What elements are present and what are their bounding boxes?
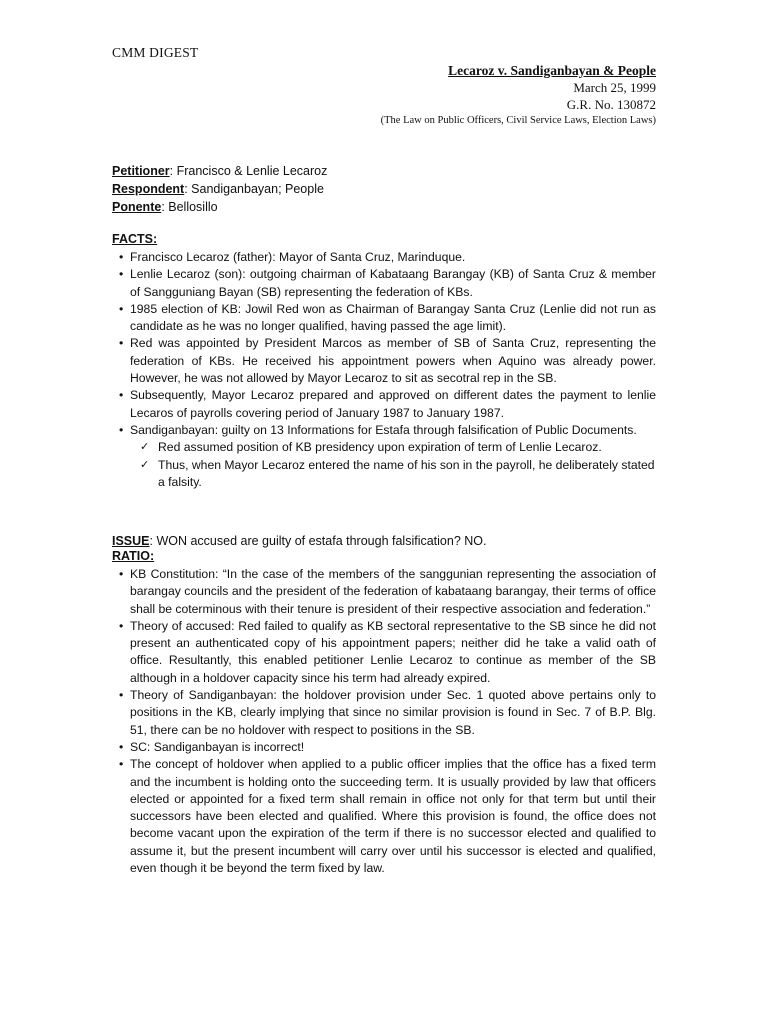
petitioner-label: Petitioner [112,164,170,178]
facts-heading: FACTS: [112,232,158,246]
respondent-label: Respondent [112,182,185,196]
ponente-line [112,198,327,216]
ratio-item-3: • Theory of Sandiganbayan: the holdover provision under Sec. 1 quoted above pertains only to positions in the KB, clearly implying that since no similar provision is found in Sec. 7 of B.P. Blg. 51, there can be no holdover with respect to positions in the SB. [112,687,656,739]
fact-item-1: • Francisco Lecaroz (father): Mayor of Santa Cruz, Marinduque. [112,249,656,266]
ratio-heading: RATIO: [112,549,155,563]
fact-sub-item-1: ✓ Red assumed position of KB presidency upon expiration of term of Lenlie Lecaroz. [138,439,656,456]
issue-line [112,532,486,550]
ratio-body [112,566,656,877]
ponente-label: Ponente [112,200,162,214]
fact-item-2: • Lenlie Lecaroz (son): outgoing chairman of Kabataang Barangay (KB) of Santa Cruz & member of Sangguniang Bayan (SB) representing the federation of KBs. [112,266,656,301]
ratio-list [112,566,656,877]
fact-sub-item-2: ✓ Thus, when Mayor Lecaroz entered the name of his son in the payroll, he deliberately stated a falsity. [138,457,656,492]
issue-text: : WON accused are guilty of estafa through falsification? NO. [149,534,487,548]
ratio-item-2: • Theory of accused: Red failed to qualify as KB sectoral representative to the SB since he did not present an authenticated copy of his appointment papers; neither did he take a valid oath of office. Resultantly, this enabled petitioner Lenlie Lecaroz to continue as member of the SB although in a holdover capacity since his term had already expired. [112,618,656,687]
digest-label: CMM DIGEST [112,45,199,60]
gr-number: G.R. No. 130872 [566,97,656,112]
fact-item-5: • Subsequently, Mayor Lecaroz prepared and approved on different dates the payment to lenlie Lecaros of payrolls covering period of January 1987 to January 1987. [112,387,656,422]
respondent-value: : Sandiganbayan; People [184,182,324,196]
fact-item-3: • 1985 election of KB: Jowil Red won as Chairman of Barangay Santa Cruz (Lenlie did not run as candidate as he was no longer qualified, having passed the age limit). [112,301,656,336]
case-date: March 25, 1999 [573,80,656,95]
ratio-item-5: • The concept of holdover when applied to a public officer implies that the office has a fixed term and the incumbent is holding onto the succeeding term. It is usually provided by law that officers elected or appointed for a fixed term shall remain in office not only for that term but until their successors have been elected and qualified. Where this provision is found, the office does not become vacant upon the expiration of the term if there is no successor elected and qualified to assume it, but the present incumbent will carry over until his successor is elected and qualified, even though it be beyond the term fixed by law. [112,756,656,877]
facts-body [112,249,656,491]
respondent-line [112,180,327,198]
ponente-value: : Bellosillo [161,200,218,214]
facts-sub-list [112,439,656,491]
case-title: Lecaroz v. Sandiganbayan & People [448,63,656,78]
fact-item-6: • Sandiganbayan: guilty on 13 Informations for Estafa through falsification of Public Documents. [112,422,656,439]
petitioner-value: : Francisco & Lenlie Lecaroz [169,164,328,178]
parties-block [112,162,327,216]
fact-item-4: • Red was appointed by President Marcos as member of SB of Santa Cruz, representing the federation of KBs. He received his appointment powers when Aquino was already power. However, he was not allowed by Mayor Lecaroz to sit as secotral rep in the SB. [112,335,656,387]
ratio-item-1: • KB Constitution: “In the case of the members of the sanggunian representing the association of barangay councils and the president of the federation of kabataang barangay, their terms of office shall be coterminous with their tenure is president of their respective association and federation.” [112,566,656,618]
facts-list [112,249,656,439]
case-header [381,62,656,128]
ratio-item-4: • SC: Sandiganbayan is incorrect! [112,739,656,756]
issue-label: ISSUE [112,534,150,548]
law-note: (The Law on Public Officers, Civil Service Laws, Election Laws) [380,115,656,126]
petitioner-line [112,162,327,180]
